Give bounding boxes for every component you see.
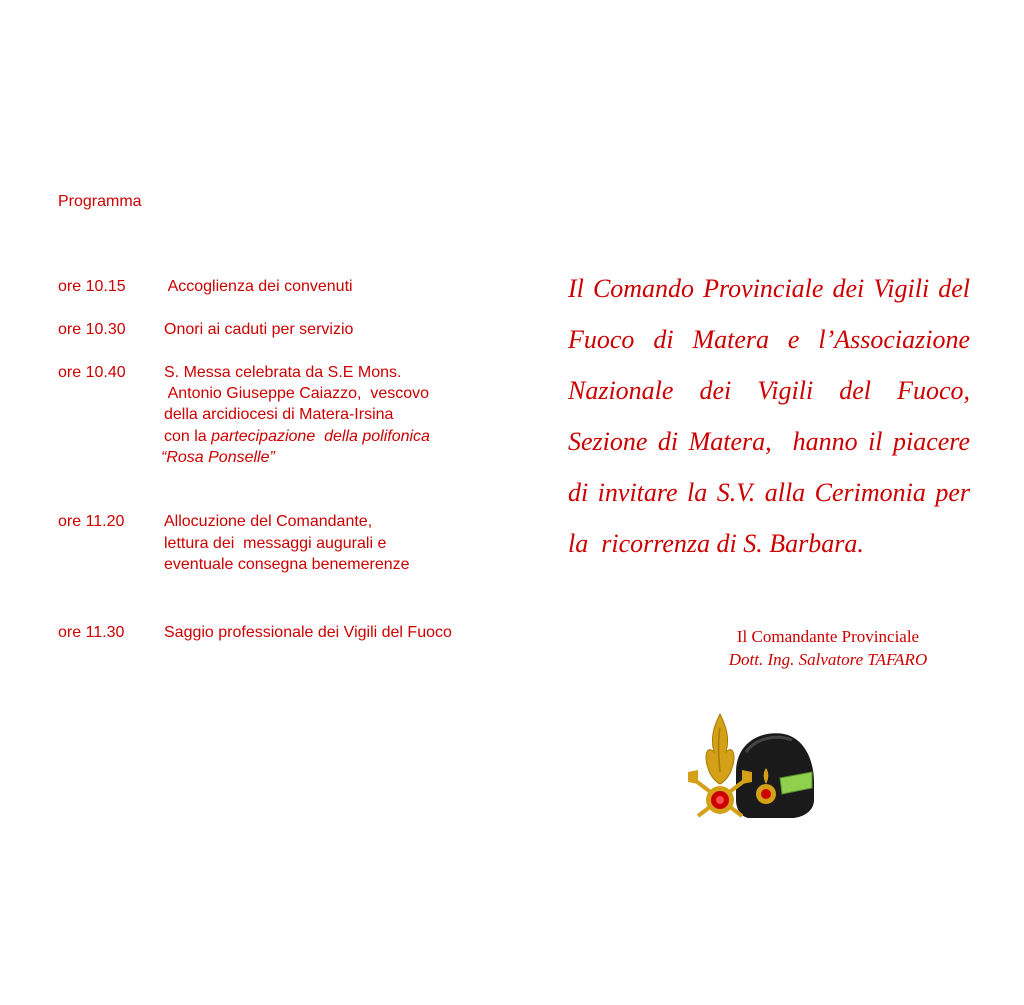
invitation-line: Nazionale dei Vigili del Fuoco, bbox=[568, 376, 970, 405]
choir-name: “Rosa Ponselle” bbox=[161, 449, 275, 466]
program-activity-line: eventuale consegna benemerenze bbox=[164, 556, 410, 573]
invitation-line: Il Comando Provinciale dei Vigili del bbox=[568, 274, 970, 303]
program-activity: S. Messa celebrata da S.E Mons. bbox=[164, 364, 402, 381]
program-activity: Saggio professionale dei Vigili del Fuoco bbox=[164, 624, 452, 641]
invitation-line: la ricorrenza di S. Barbara. bbox=[568, 529, 864, 558]
program-activity: Accoglienza dei convenuti bbox=[164, 278, 353, 295]
program-activity-line bbox=[164, 426, 430, 447]
signature-role: Il Comandante Provinciale bbox=[736, 627, 920, 646]
program-time: ore 10.40 bbox=[58, 364, 126, 381]
program-activity: Allocuzione del Comandante, bbox=[164, 513, 373, 530]
invitation-line: Sezione di Matera, hanno il piacere bbox=[568, 427, 970, 456]
program-activity-line: Antonio Giuseppe Caiazzo, vescovo bbox=[164, 385, 430, 402]
program-activity-line: lettura dei messaggi augurali e bbox=[164, 535, 387, 552]
program-time: ore 10.30 bbox=[58, 321, 126, 338]
vigili-del-fuoco-emblem-icon bbox=[684, 712, 818, 824]
invitation-line: Fuoco di Matera e l’Associazione bbox=[568, 325, 970, 354]
program-time: ore 10.15 bbox=[58, 278, 126, 295]
program-time: ore 11.20 bbox=[58, 513, 125, 530]
program-title: Programma bbox=[58, 193, 142, 210]
program-activity-italic: partecipazione della polifonica bbox=[211, 428, 430, 445]
program-activity: Onori ai caduti per servizio bbox=[164, 321, 354, 338]
invitation-line: di invitare la S.V. alla Cerimonia per bbox=[568, 478, 970, 507]
program-time: ore 11.30 bbox=[58, 624, 125, 641]
program-activity-line: della arcidiocesi di Matera-Irsina bbox=[164, 406, 394, 423]
signature-name: Dott. Ing. Salvatore TAFARO bbox=[728, 650, 928, 669]
program-activity-text: con la bbox=[164, 428, 212, 445]
